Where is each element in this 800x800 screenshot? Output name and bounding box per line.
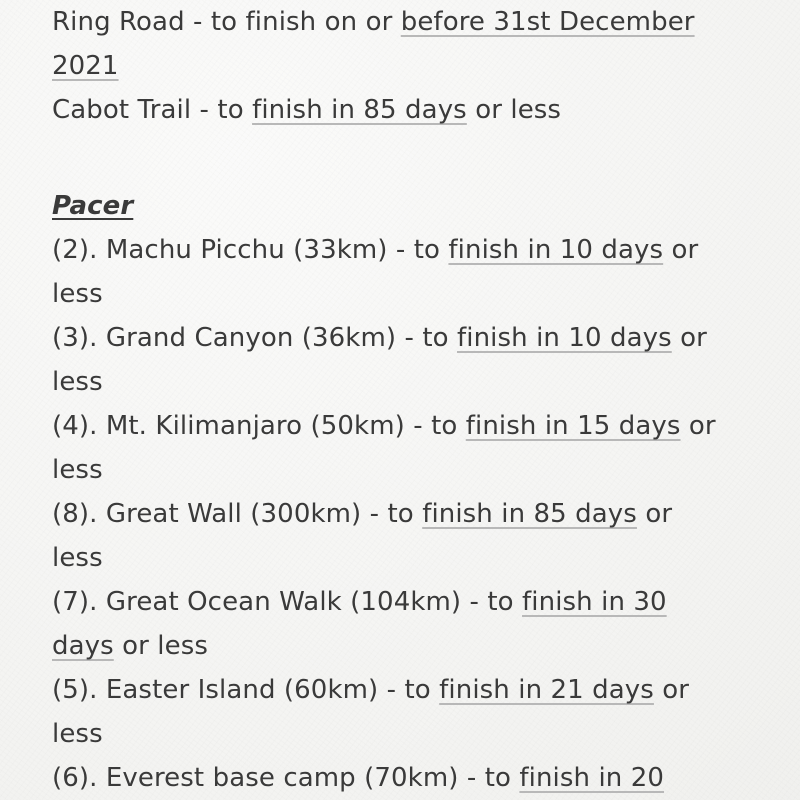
list-item-text: (7). Great Ocean Walk (104km) - to xyxy=(52,587,523,617)
ring-road-year-link[interactable]: 2021 xyxy=(52,51,119,81)
list-item-text: (3). Grand Canyon (36km) - to xyxy=(52,323,458,353)
list-item-deadline-link[interactable]: finish in 85 days xyxy=(422,499,637,529)
list-item-suffix-cont: less xyxy=(52,279,103,309)
list-item-line-2 xyxy=(52,712,752,756)
list-item-line-1 xyxy=(52,316,752,360)
ring-road-text: Ring Road - to finish on or xyxy=(52,7,401,37)
list-item-line-1 xyxy=(52,756,752,800)
list-item-line-2 xyxy=(52,624,752,668)
cabot-trail-deadline-link[interactable]: finish in 85 days xyxy=(252,95,467,125)
list-item-deadline-link[interactable]: finish in 21 days xyxy=(439,675,654,705)
pacer-heading-line xyxy=(52,184,752,228)
list-item-link-cont[interactable]: days xyxy=(52,631,114,661)
pacer-heading: Pacer xyxy=(52,191,134,221)
list-item-suffix: or xyxy=(680,411,716,441)
list-item-suffix: or xyxy=(636,499,673,529)
list-item-line-2 xyxy=(52,536,752,580)
list-item-line-1 xyxy=(52,228,752,272)
ring-road-line-1 xyxy=(52,0,752,44)
blank-line xyxy=(52,132,752,184)
list-item-text: (2). Machu Picchu (33km) - to xyxy=(52,235,449,265)
list-item-line-2 xyxy=(52,448,752,492)
list-item-deadline-link[interactable]: finish in 10 days xyxy=(457,323,672,353)
list-item-line-1 xyxy=(52,668,752,712)
list-item-text: (4). Mt. Kilimanjaro (50km) - to xyxy=(52,411,466,441)
list-item-text: (6). Everest base camp (70km) - to xyxy=(52,763,520,793)
list-item-line-2 xyxy=(52,272,752,316)
list-item-line-1 xyxy=(52,404,752,448)
list-item-suffix-cont: less xyxy=(52,455,103,485)
list-item-deadline-link[interactable]: finish in 10 days xyxy=(448,235,664,265)
cabot-trail-line xyxy=(52,88,752,132)
list-item-suffix-cont: or less xyxy=(113,631,209,661)
note-body[interactable] xyxy=(52,0,752,800)
list-item-deadline-link[interactable]: finish in 30 xyxy=(522,587,667,617)
list-item-deadline-link[interactable]: finish in 15 days xyxy=(465,411,681,441)
list-item-line-1 xyxy=(52,580,752,624)
list-item-suffix: or xyxy=(653,675,690,705)
list-item-text: (8). Great Wall (300km) - to xyxy=(52,499,423,529)
ring-road-line-2 xyxy=(52,44,752,88)
list-item-suffix-cont: less xyxy=(52,367,103,397)
list-item-text: (5). Easter Island (60km) - to xyxy=(52,675,440,705)
list-item-suffix-cont: less xyxy=(52,719,103,749)
list-item-deadline-link[interactable]: finish in 20 xyxy=(519,763,665,793)
list-item-line-2 xyxy=(52,360,752,404)
list-item-suffix: or xyxy=(671,323,707,353)
list-item-line-1 xyxy=(52,492,752,536)
ring-road-deadline-link[interactable]: before 31st December xyxy=(400,7,695,37)
list-item-suffix: or xyxy=(663,235,699,265)
cabot-trail-suffix: or less xyxy=(466,95,562,125)
cabot-trail-text: Cabot Trail - to xyxy=(52,95,253,125)
list-item-suffix-cont: less xyxy=(52,543,103,573)
